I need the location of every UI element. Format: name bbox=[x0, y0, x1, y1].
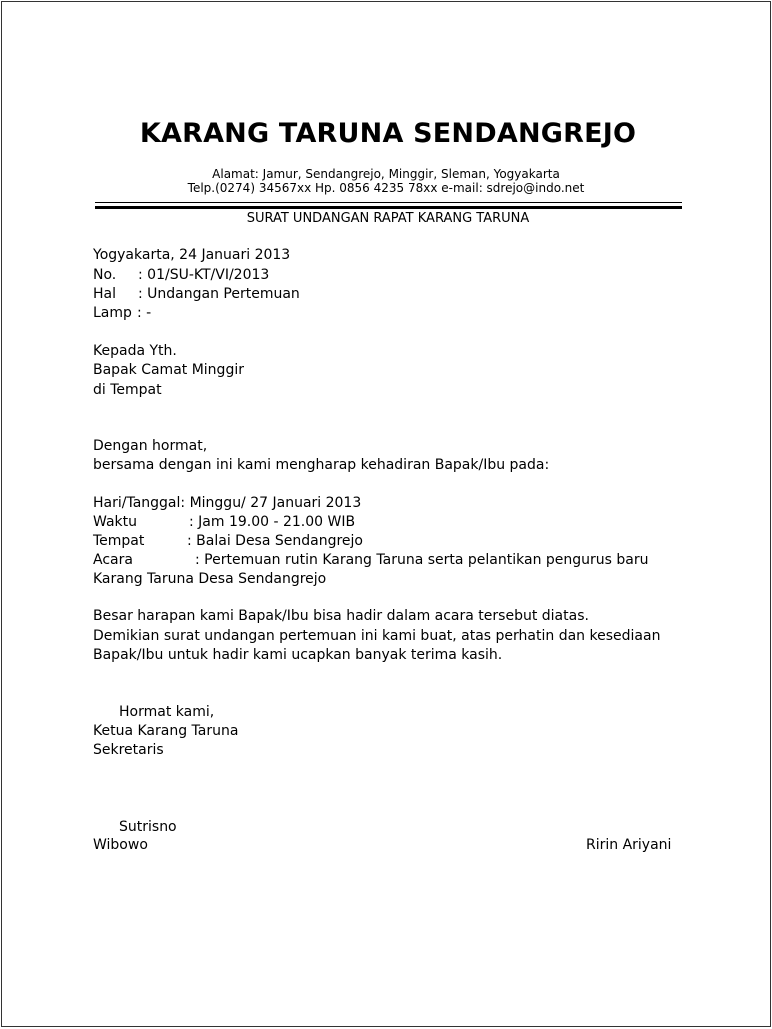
event-place-row bbox=[93, 533, 363, 549]
address-line: Alamat: Jamur, Sendangrejo, Minggir, Sleman, Yogyakarta bbox=[212, 167, 560, 181]
letterhead-rule-top bbox=[95, 202, 682, 203]
signatory-name-left-last: Wibowo bbox=[93, 837, 148, 853]
letter-type: SURAT UNDANGAN RAPAT KARANG TARUNA bbox=[246, 211, 530, 226]
event-agenda-label: Acara bbox=[93, 552, 133, 568]
event-date-value: : Minggu/ 27 Januari 2013 bbox=[180, 495, 362, 511]
event-date-row bbox=[93, 495, 361, 511]
subject-value: : Undangan Pertemuan bbox=[138, 286, 300, 302]
regards: Hormat kami, bbox=[119, 704, 215, 720]
signatory-title-secretary: Sekretaris bbox=[93, 742, 164, 758]
event-time-value: : Jam 19.00 - 21.00 WIB bbox=[189, 514, 356, 530]
place-date: Yogyakarta, 24 Januari 2013 bbox=[93, 247, 291, 263]
event-agenda-value: : Pertemuan rutin Karang Taruna serta pelantikan pengurus baru bbox=[195, 552, 649, 568]
attachment-row bbox=[93, 305, 151, 321]
recipient-name: Bapak Camat Minggir bbox=[93, 362, 244, 378]
intro-sentence: bersama dengan ini kami mengharap kehadiran Bapak/Ibu pada: bbox=[93, 457, 550, 473]
signatory-title-chair: Ketua Karang Taruna bbox=[93, 723, 239, 739]
event-agenda-row bbox=[93, 552, 649, 568]
signatory-name-left-first: Sutrisno bbox=[119, 819, 177, 835]
closing-hope: Besar harapan kami Bapak/Ibu bisa hadir dalam acara tersebut diatas. bbox=[93, 608, 589, 624]
closing-thanks: Bapak/Ibu untuk hadir kami ucapkan banyak terima kasih. bbox=[93, 647, 503, 663]
subject-label: Hal bbox=[93, 286, 116, 302]
event-place-label: Tempat bbox=[93, 533, 145, 549]
event-date-label: Hari/Tanggal bbox=[93, 495, 181, 511]
event-place-value: : Balai Desa Sendangrejo bbox=[187, 533, 363, 549]
letterhead-rule-bottom bbox=[95, 206, 682, 209]
event-agenda-continuation: Karang Taruna Desa Sendangrejo bbox=[93, 571, 327, 587]
contact-line: Telp.(0274) 34567xx Hp. 0856 4235 78xx e-mail: sdrejo@indo.net bbox=[187, 181, 585, 195]
attachment-value: : - bbox=[137, 305, 152, 321]
attachment-label: Lamp bbox=[93, 305, 132, 321]
recipient-location: di Tempat bbox=[93, 382, 162, 398]
signatory-name-right: Ririn Ariyani bbox=[586, 837, 672, 853]
organization-name: KARANG TARUNA SENDANGREJO bbox=[139, 118, 637, 149]
subject-row bbox=[93, 286, 300, 302]
letter-page bbox=[1, 1, 771, 1027]
letter-number-value: : 01/SU-KT/VI/2013 bbox=[138, 267, 270, 283]
event-time-row bbox=[93, 514, 355, 530]
event-time-label: Waktu bbox=[93, 514, 137, 530]
greeting: Dengan hormat, bbox=[93, 438, 208, 454]
letter-number-label: No. bbox=[93, 267, 117, 283]
letter-number-row bbox=[93, 267, 269, 283]
closing-statement: Demikian surat undangan pertemuan ini kami buat, atas perhatin dan kesediaan bbox=[93, 628, 661, 644]
recipient-salutation: Kepada Yth. bbox=[93, 343, 177, 359]
